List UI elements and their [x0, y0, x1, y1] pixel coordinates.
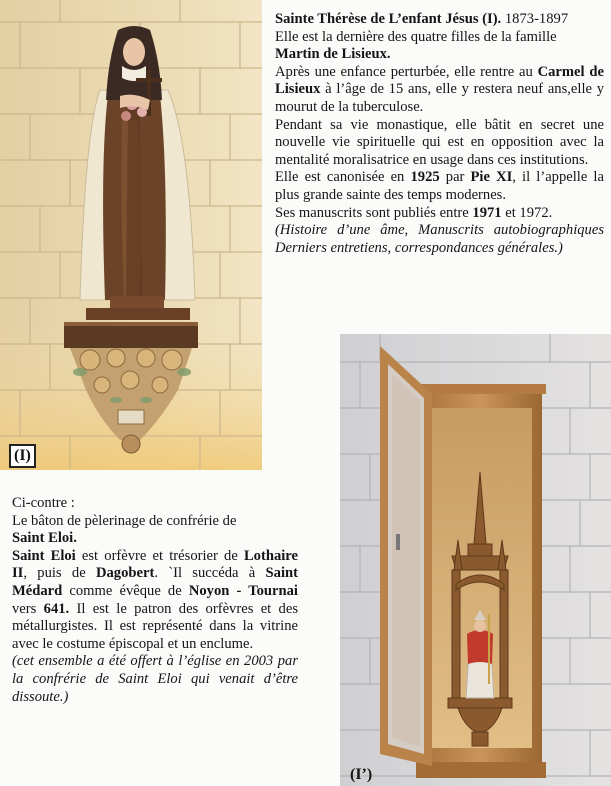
article2-para3: (cet ensemble a été offert à l’église en 2003 par la confrérie de Saint Eloi qui venait d’être dissoute.)	[12, 653, 298, 705]
article1-title-dates: 1873-1897	[504, 11, 569, 27]
article2-p2i: Noyon - Tournai	[188, 582, 298, 599]
article1-title-name: Sainte Thérèse de L’enfant Jésus (I).	[275, 11, 502, 27]
article2-p2a: Saint Eloi	[12, 547, 76, 564]
article1-p5a: Ses manuscrits sont publiés entre	[275, 204, 473, 221]
photo-sainte-therese	[0, 0, 262, 470]
article1-line1: Elle est la dernière des quatre filles de la famille	[275, 28, 557, 45]
article1-year: 1925	[410, 169, 440, 186]
article1-carmel: Carmel de Lisieux	[275, 63, 604, 98]
article1-p2c: à l’âge de 15 ans, elle y restera neuf ans,elle y mourut de la tuberculose.	[275, 81, 604, 115]
article2-p2h: comme évêque de	[62, 582, 189, 599]
article2-p2e: Dagobert	[95, 565, 155, 582]
article1-para3: Pendant sa vie monastique, elle bâtit en secret une nouvelle vie spirituelle qui est en opposition avec la mentalité moralisatrice en usage dans ces institutions.	[275, 116, 604, 168]
photo-saint-eloi-cabinet	[340, 334, 611, 786]
article1-para6: (Histoire d’une âme, Manuscrits autobiographiques Derniers entretiens, correspondances générales.)	[275, 222, 604, 256]
caption-photo-1: (I)	[9, 444, 36, 468]
article2-p2d: , puis de	[23, 565, 96, 582]
article2-p2l: Il est le patron des orfèvres et des métallurgistes. Il est représenté dans la vitrine avec le costume épiscopal et un enclume.	[12, 600, 299, 652]
article1-p4e: , il l’appelle la plus grande sainte des temps modernes.	[275, 169, 604, 203]
article2-line1: Le bâton de pèlerinage de confrérie de	[12, 512, 237, 529]
article1-p4a: Elle est canonisée en	[275, 169, 411, 186]
article2-saint: Saint Eloi.	[12, 530, 77, 547]
article1-para4	[275, 169, 604, 204]
article2-p2f: . `Il succéda à	[154, 565, 266, 582]
article2-p2b: est orfèvre et trésorier de	[75, 547, 244, 564]
article-sainte-therese	[275, 11, 604, 257]
article2-p2k: 641.	[43, 600, 70, 617]
article2-line2	[12, 530, 298, 548]
article1-para5	[275, 205, 604, 223]
article1-p5c: et 1972.	[501, 204, 553, 221]
article1-p2a: Après une enfance perturbée, elle rentre au	[275, 63, 533, 80]
article1-p5b: 1971	[472, 204, 502, 221]
article2-p2j: vers	[12, 600, 44, 617]
article-saint-eloi	[12, 495, 298, 706]
article2-p2g: Saint Médard	[12, 565, 298, 599]
article1-family: Martin de Lisieux.	[275, 46, 391, 63]
article1-p4c: par	[439, 169, 471, 186]
article1-para2	[275, 64, 604, 117]
article1-pope: Pie XI	[470, 169, 513, 186]
article2-line0: Ci-contre :	[12, 495, 75, 511]
article2-p2c: Lothaire II	[12, 547, 299, 582]
article2-para2	[12, 548, 298, 654]
caption-photo-2: (I’)	[350, 766, 373, 783]
article1-title	[275, 11, 604, 29]
article1-line2	[275, 46, 604, 64]
